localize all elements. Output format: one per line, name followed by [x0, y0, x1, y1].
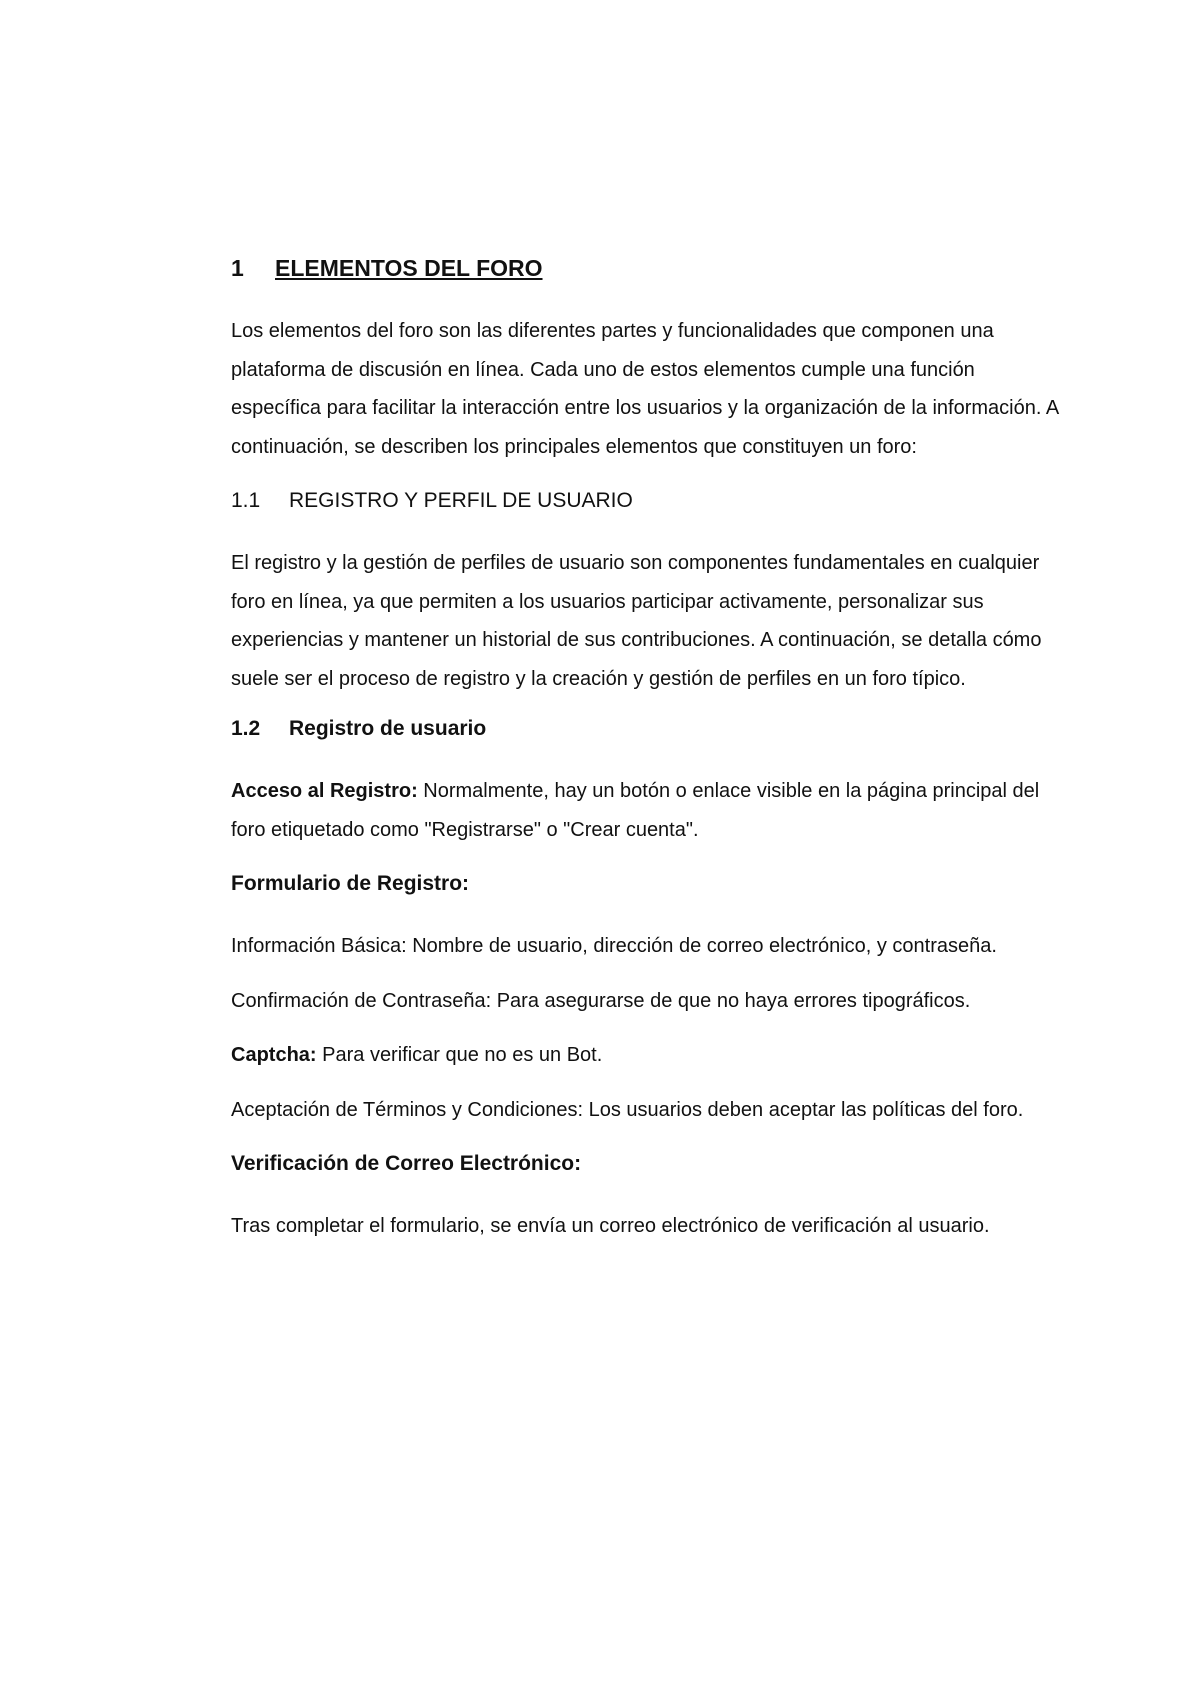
section-1-1-number: 1.1 — [231, 489, 261, 512]
section-1-1-title: REGISTRO Y PERFIL DE USUARIO — [289, 489, 633, 512]
section-1-2-number: 1.2 — [231, 717, 261, 740]
section-1-2-title: Registro de usuario — [289, 717, 487, 740]
captcha-paragraph — [231, 1036, 1061, 1075]
form-label: Formulario de Registro: — [231, 872, 470, 895]
section-1-title: ELEMENTOS DEL FORO — [275, 255, 543, 281]
section-1-1-heading — [231, 486, 1061, 516]
access-label: Acceso al Registro: — [231, 780, 418, 802]
section-1-1-body: El registro y la gestión de perfiles de usuario son componentes fundamentales en cualquier foro en línea, ya que permiten a los usuarios participar activamente, personalizar sus experiencias y mantener un historial de sus contribuciones. A continuación, se detalla cómo suele ser el proceso de registro y la creación y gestión de perfiles en un foro típico. — [231, 552, 1042, 690]
email-verify-paragraph: Tras completar el formulario, se envía un correo electrónico de verificación al usuario. — [231, 1215, 990, 1237]
section-1-heading — [231, 252, 1061, 284]
section-1-intro: Los elementos del foro son las diferentes partes y funcionalidades que componen una plataforma de discusión en línea. Cada uno de estos elementos cumple una función específica para facilitar la interacción entre los usuarios y la organización de la información. A continuación, se describen los principales elementos que constituyen un foro: — [231, 320, 1059, 458]
email-verify-label: Verificación de Correo Electrónico: — [231, 1152, 582, 1175]
section-1-2-heading — [231, 714, 1061, 744]
access-paragraph — [231, 772, 1061, 849]
captcha-label: Captcha: — [231, 1044, 317, 1066]
section-1-number: 1 — [231, 255, 244, 281]
captcha-text: Para verificar que no es un Bot. — [316, 1044, 603, 1066]
basic-info-paragraph: Información Básica: Nombre de usuario, dirección de correo electrónico, y contraseña. — [231, 935, 997, 957]
password-confirm-paragraph: Confirmación de Contraseña: Para asegurarse de que no haya errores tipográficos. — [231, 989, 971, 1012]
access-text: Normalmente, hay un botón o enlace visible en la página principal del foro etiquetado como "Registrarse" o "Crear cuenta". — [231, 780, 1040, 841]
page-content — [231, 252, 1061, 1262]
terms-paragraph: Aceptación de Términos y Condiciones: Los usuarios deben aceptar las políticas del foro. — [231, 1098, 1024, 1121]
